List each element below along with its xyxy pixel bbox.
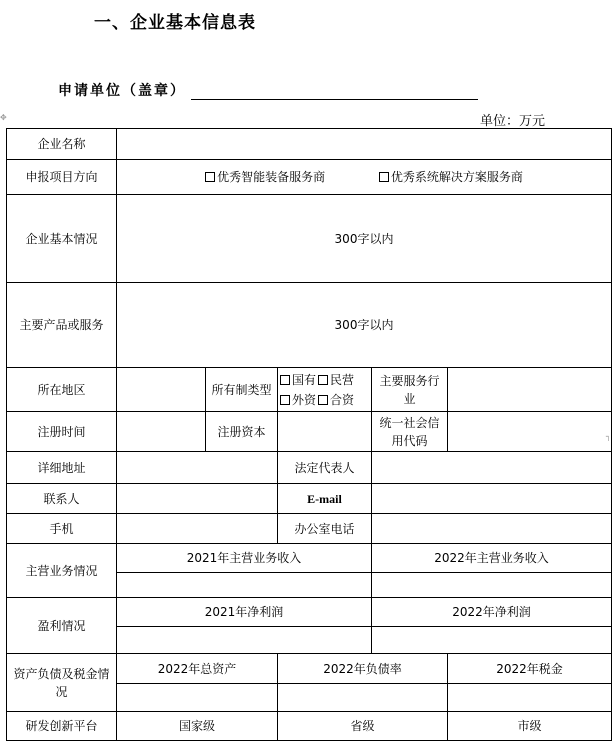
contact-field[interactable] bbox=[117, 484, 278, 514]
products-field[interactable]: 300字以内 bbox=[117, 283, 612, 368]
total-assets-field[interactable] bbox=[117, 684, 278, 712]
reg-capital-label: 注册资本 bbox=[206, 412, 278, 452]
email-field[interactable] bbox=[372, 484, 612, 514]
revenue-2022-label: 2022年主营业务收入 bbox=[372, 544, 612, 573]
credit-code-field[interactable] bbox=[448, 412, 612, 452]
row-address bbox=[7, 452, 612, 484]
row-mobile bbox=[7, 514, 612, 544]
main-industry-label: 主要服务行业 bbox=[372, 368, 448, 412]
ownership-option-state[interactable]: 国有 bbox=[280, 373, 316, 387]
checkbox-icon[interactable] bbox=[205, 172, 215, 182]
row-company-name bbox=[7, 129, 612, 160]
profit-label: 盈利情况 bbox=[7, 598, 117, 654]
ownership-options bbox=[278, 368, 372, 412]
rd-platform-label: 研发创新平台 bbox=[7, 712, 117, 741]
products-label: 主要产品或服务 bbox=[7, 283, 117, 368]
row-direction bbox=[7, 160, 612, 195]
row-assets-header bbox=[7, 654, 612, 684]
direction-label: 申报项目方向 bbox=[7, 160, 117, 195]
profit-2022-label: 2022年净利润 bbox=[372, 598, 612, 627]
rd-provincial-label: 省级 bbox=[278, 712, 448, 741]
row-region bbox=[7, 368, 612, 412]
row-rd-platform bbox=[7, 712, 612, 741]
address-label: 详细地址 bbox=[7, 452, 117, 484]
checkbox-icon[interactable] bbox=[280, 395, 290, 405]
checkbox-icon[interactable] bbox=[318, 395, 328, 405]
rd-national-label: 国家级 bbox=[117, 712, 278, 741]
reg-date-label: 注册时间 bbox=[7, 412, 117, 452]
checkbox-icon[interactable] bbox=[379, 172, 389, 182]
debt-ratio-field[interactable] bbox=[278, 684, 448, 712]
company-name-label: 企业名称 bbox=[7, 129, 117, 160]
credit-code-label: 统一社会信用代码 bbox=[372, 412, 448, 452]
row-products bbox=[7, 283, 612, 368]
revenue-2022-field[interactable] bbox=[372, 573, 612, 598]
reg-capital-field[interactable] bbox=[278, 412, 372, 452]
region-label: 所在地区 bbox=[7, 368, 117, 412]
assets-label: 资产负债及税金情况 bbox=[7, 654, 117, 712]
office-phone-label: 办公室电话 bbox=[278, 514, 372, 544]
basic-info-field[interactable]: 300字以内 bbox=[117, 195, 612, 283]
debt-ratio-label: 2022年负债率 bbox=[278, 654, 448, 684]
applicant-input-line[interactable] bbox=[191, 99, 478, 100]
revenue-label: 主营业务情况 bbox=[7, 544, 117, 598]
ownership-option-joint[interactable]: 合资 bbox=[316, 393, 354, 407]
ownership-option-private[interactable]: 民营 bbox=[316, 373, 354, 387]
form-title: 一、企业基本信息表 bbox=[94, 13, 256, 33]
company-name-field[interactable] bbox=[117, 129, 612, 160]
enterprise-info-table bbox=[6, 128, 612, 741]
tax-field[interactable] bbox=[448, 684, 612, 712]
legal-rep-field[interactable] bbox=[372, 452, 612, 484]
main-industry-field[interactable] bbox=[448, 368, 612, 412]
ownership-label: 所有制类型 bbox=[206, 368, 278, 412]
total-assets-label: 2022年总资产 bbox=[117, 654, 278, 684]
margin-mark-icon: ┐ bbox=[606, 432, 611, 441]
mobile-field[interactable] bbox=[117, 514, 278, 544]
region-field[interactable] bbox=[117, 368, 206, 412]
profit-2022-field[interactable] bbox=[372, 627, 612, 654]
rd-municipal-label: 市级 bbox=[448, 712, 612, 741]
tax-label: 2022年税金 bbox=[448, 654, 612, 684]
revenue-2021-label: 2021年主营业务收入 bbox=[117, 544, 372, 573]
direction-options bbox=[117, 160, 612, 195]
margin-mark-icon: ✥ bbox=[0, 113, 7, 122]
reg-date-field[interactable] bbox=[117, 412, 206, 452]
mobile-label: 手机 bbox=[7, 514, 117, 544]
office-phone-field[interactable] bbox=[372, 514, 612, 544]
row-registration bbox=[7, 412, 612, 452]
legal-rep-label: 法定代表人 bbox=[278, 452, 372, 484]
row-basic-info bbox=[7, 195, 612, 283]
address-field[interactable] bbox=[117, 452, 278, 484]
profit-2021-field[interactable] bbox=[117, 627, 372, 654]
revenue-2021-field[interactable] bbox=[117, 573, 372, 598]
checkbox-icon[interactable] bbox=[318, 375, 328, 385]
row-profit-header bbox=[7, 598, 612, 627]
unit-label: 单位：万元 bbox=[480, 114, 546, 129]
ownership-option-foreign[interactable]: 外资 bbox=[280, 393, 316, 407]
direction-option-solution[interactable]: 优秀系统解决方案服务商 bbox=[379, 168, 523, 186]
basic-info-label: 企业基本情况 bbox=[7, 195, 117, 283]
profit-2021-label: 2021年净利润 bbox=[117, 598, 372, 627]
applicant-label: 申请单位（盖章） bbox=[58, 83, 186, 99]
checkbox-icon[interactable] bbox=[280, 375, 290, 385]
row-revenue-header bbox=[7, 544, 612, 573]
contact-label: 联系人 bbox=[7, 484, 117, 514]
row-contact bbox=[7, 484, 612, 514]
email-label: E-mail bbox=[278, 484, 372, 514]
direction-option-equipment[interactable]: 优秀智能装备服务商 bbox=[205, 168, 325, 186]
